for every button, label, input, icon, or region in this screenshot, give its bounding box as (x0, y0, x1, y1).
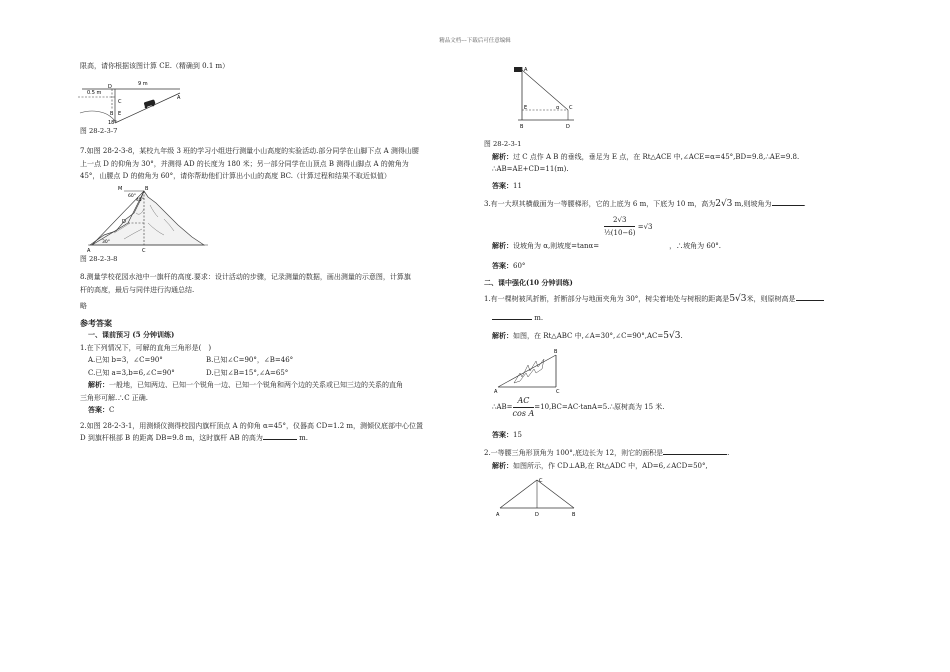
explanation-label: 解析： (492, 151, 513, 161)
explanation-text: 如图所示，作 CD⊥AB,在 Rt△ADC 中，AD=6,∠ACD=50°, (513, 461, 708, 470)
section-title: 参考答案 (80, 317, 112, 328)
question-text: 2.一等腰三角形顶角为 100°,底边长为 12，则它的面积是 (484, 449, 664, 457)
figure-label: C (556, 388, 560, 393)
figure-caption: 图 28-2-3-7 (80, 126, 118, 135)
question-text: 米，则原树高是 (746, 295, 796, 303)
explanation (484, 240, 879, 253)
paragraph: 8.测量学校花园水池中一旗杆的高度.要求：设计活动的步骤，记录测量的数据，画出测量的示意图，计算旗 (80, 273, 411, 281)
figure-label: C (118, 98, 122, 105)
question-text: D 到旗杆根部 B 的距离 DB=9.8 m，这时旗杆 AB 的高为 (80, 434, 263, 442)
figure-label: 0.5 m (87, 89, 102, 96)
explanation-label: 解析： (88, 380, 109, 389)
answer-label: 答案： (492, 261, 513, 270)
question-text: m,则坡角为 (734, 200, 772, 208)
fraction-numerator: 2√3 (604, 214, 635, 228)
answer-blank (772, 205, 804, 206)
fraction-numerator: AC (513, 395, 535, 409)
fraction-result: =√3 (637, 222, 653, 231)
section-heading: 二、课中强化(10 分钟训练) (484, 277, 573, 287)
answer-label: 答案： (492, 180, 513, 190)
figure-broken-tree (494, 343, 574, 393)
figure-caption: 图 28-2-3-1 (484, 140, 522, 148)
option-c: C.已知 a=3,b=6,∠C=90° (88, 368, 175, 377)
page-header: 精品文档---下载后可任意编辑 (439, 38, 511, 44)
option-d: D.已知∠B=15°,∠A=65° (206, 368, 289, 377)
question (72, 432, 467, 445)
answer-value: 60° (513, 262, 526, 270)
figure-label: D (566, 124, 570, 130)
explanation-text: 过 C 点作 A B 的垂线，垂足为 E 点，在 Rt△ACE 中,∠ACE=α=45°,BD=9.8,∴AE=9.8. (513, 152, 800, 161)
explanation-text: ，∴坡角为 60°. (669, 241, 721, 250)
left-column (72, 60, 467, 445)
question: 2.一等腰三角形顶角为 100°,底边长为 12，则它的面积是 . (484, 449, 730, 457)
answer-blank (796, 300, 824, 301)
answer-label: 答案： (88, 405, 109, 414)
figure-label: C (142, 247, 146, 253)
question (484, 312, 879, 325)
paragraph: 上一点 D 的仰角为 30°，并测得 AD 的长度为 180 米；另一部分同学在山顶点 B 测得山脚点 A 的俯角为 (80, 159, 409, 168)
paragraph: 杆的高度，最后与同伴进行沟通总结. (80, 285, 195, 294)
figure-label: B (145, 185, 149, 192)
question: 3.有一大坝其横截面为一等腰梯形，它的上底为 6 m，下底为 10 m，高为2√3 m,则坡角为 . (484, 199, 806, 209)
paragraph: 45°，山腰点 D 的俯角为 60°，请你帮助他们计算出小山的高度 BC.（计算过程和结果不取近似值） (80, 172, 391, 180)
question (484, 293, 879, 306)
formula-text: ∴AB= (492, 403, 513, 412)
question-text: 1.有一棵树被风折断，折断部分与地面夹角为 30°，树尖着地处与树根的距离是 (484, 295, 730, 303)
figure-label: A (494, 388, 498, 393)
option-b: B.已知∠C=90°，∠B=46° (206, 356, 294, 364)
figure-label: B (572, 512, 576, 518)
fraction-denominator: ½(10−6) (604, 229, 636, 237)
right-column (484, 64, 879, 518)
answer (72, 404, 467, 417)
figure-label: 60° (128, 193, 136, 199)
figure-label: 30° (102, 239, 110, 245)
figure-label: M (118, 185, 123, 192)
explanation (484, 460, 879, 473)
math-value: 2√3 (715, 199, 733, 209)
figure-isosceles-triangle (494, 476, 584, 518)
answer-value: 15 (513, 430, 522, 439)
figure-28-2-3-8 (84, 183, 214, 253)
answer-value: 11 (513, 181, 522, 190)
explanation-label: 解析： (492, 331, 513, 340)
figure-label: D (535, 512, 539, 518)
figure-label: D (108, 83, 112, 90)
explanation-text: 设坡角为 α,则坡度=tanα= (513, 241, 600, 250)
question-text: m. (534, 313, 544, 322)
section-heading: 一、课前预习 (5 分钟训练) (88, 330, 175, 339)
options-row (72, 354, 467, 367)
explanation-text: ∴AB=AE+CD=11(m). (492, 165, 569, 173)
fraction (513, 395, 535, 421)
figure-label: α (556, 105, 560, 111)
explanation-label: 解析： (492, 240, 513, 250)
answer-label: 答案： (492, 429, 513, 439)
figure-label: A (87, 247, 91, 253)
answer (484, 260, 879, 273)
fraction-expression (484, 214, 879, 240)
answer (484, 180, 879, 193)
figure-label: C (569, 105, 573, 111)
figure-label: B (554, 348, 558, 355)
figure-label: A (496, 512, 500, 518)
explanation-label: 解析： (492, 460, 513, 470)
math-value: 5√3 (729, 294, 747, 304)
figure-label: E (118, 110, 122, 117)
figure-label: E (524, 105, 528, 111)
explanation-text: 如图，在 Rt△ABC 中,∠A=30°,∠C=90°,AC= (513, 332, 664, 340)
question: 2.如图 28-2-3-1，用测倾仪测得校园内旗杆顶点 A 的仰角 α=45°，仪器高 CD=1.2 m，测倾仪底部中心位置 (80, 421, 424, 430)
figure-label: C (539, 478, 543, 484)
fraction (604, 214, 635, 240)
figure-28-2-3-7 (72, 73, 192, 125)
figure-label: A (524, 67, 528, 73)
explanation-text: 三角形可解.∴C 正确. (80, 393, 149, 402)
figure-label: B (110, 110, 114, 117)
figure-label: D (122, 218, 126, 225)
figure-label: 9 m (138, 80, 148, 87)
question-text: m. (299, 434, 309, 442)
fraction-denominator: cos A (512, 409, 535, 418)
figure-28-2-3-1 (494, 64, 584, 132)
explanation (72, 379, 467, 392)
explanation: 解析：如图，在 Rt△ABC 中,∠A=30°,∠C=90°,AC=5√3. (492, 331, 683, 341)
figure-label: B (520, 124, 524, 130)
question: 1.在下列情况下，可解的直角三角形是( ) (80, 343, 212, 352)
option-a: A.已知 b=3，∠C=90° (88, 356, 163, 364)
figure-label: A (177, 94, 181, 101)
figure-caption: 图 28-2-3-8 (80, 254, 118, 263)
paragraph: 7.如图 28-2-3-8，某校九年级 3 班的学习小组进行测量小山高度的实验活动.部分同学在山脚下点 A 测得山腰 (80, 147, 419, 155)
answer-value: C (109, 406, 115, 414)
answer-text: 略 (80, 302, 87, 310)
answer-blank (492, 319, 532, 320)
answer-blank (263, 439, 297, 440)
answer-blank (663, 454, 727, 455)
formula-text: =10,BC=AC·tanA=5.∴原树高为 15 米. (534, 403, 665, 412)
options-row (72, 367, 467, 380)
paragraph: 限高，请你根据该图计算 CE.（精确到 0.1 m） (80, 62, 230, 70)
explanation-text: 一般地，已知两边、已知一个锐角一边、已知一个锐角和两个边的关系或已知三边的关系的直角 (109, 381, 403, 389)
figure-label: 45° (136, 197, 144, 203)
question-text: 3.有一大坝其横截面为一等腰梯形，它的上底为 6 m，下底为 10 m，高为 (484, 200, 716, 208)
math-value: 5√3 (663, 331, 681, 341)
formula-line (484, 395, 879, 421)
figure-label: 18° (108, 119, 117, 125)
answer (484, 429, 879, 442)
explanation (484, 151, 879, 164)
